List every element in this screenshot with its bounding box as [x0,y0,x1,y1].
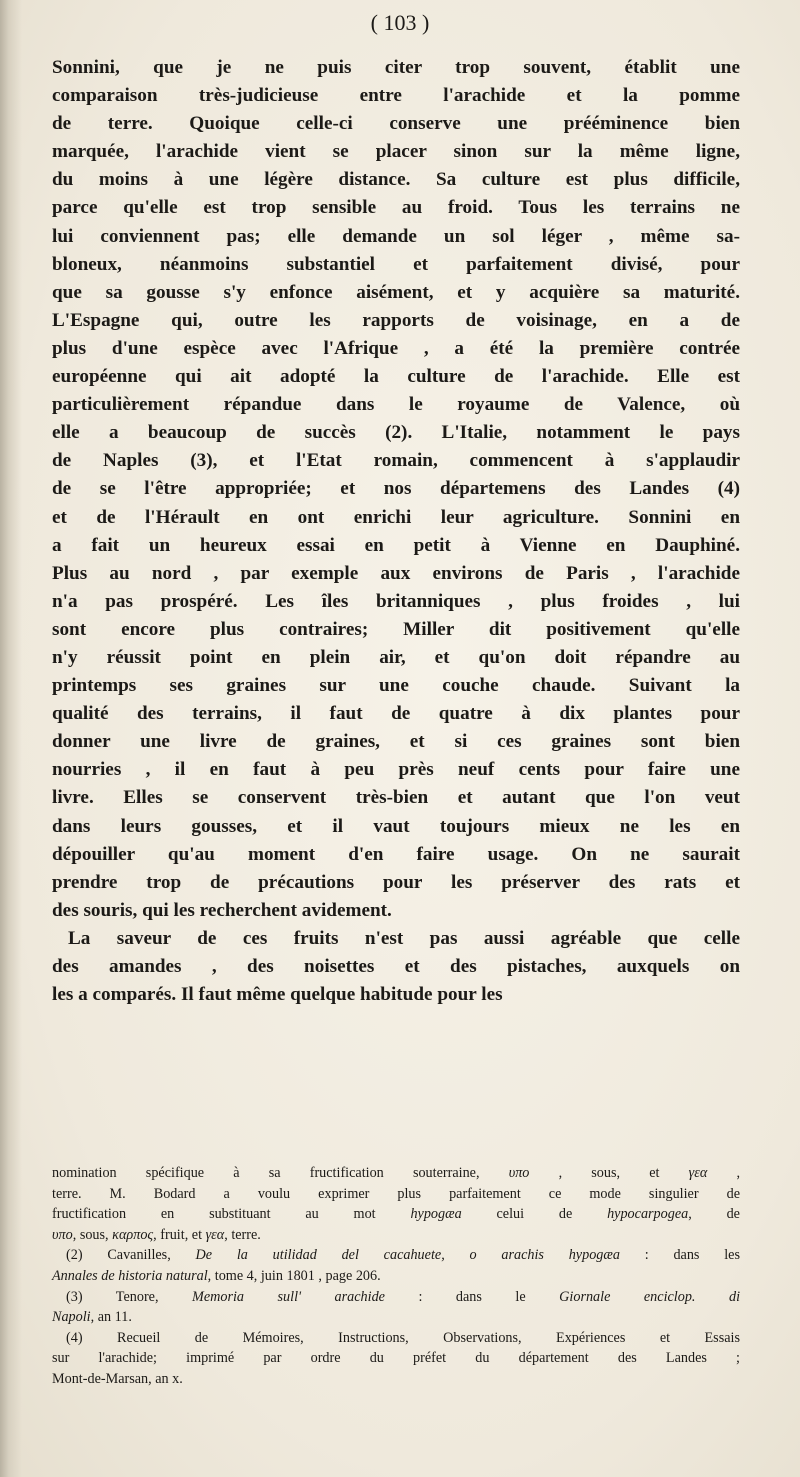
text-line: particulièrement répandue dans le royaume de Valence, où [52,394,740,416]
footnote-line: Annales de historia natural, tome 4, juin 1801 , page 206. [52,1267,381,1284]
footnote-line: Mont-de-Marsan, an x. [52,1370,183,1387]
text-line: nourries , il en faut à peu près neuf cents pour faire une [52,759,740,781]
text-line: de terre. Quoique celle-ci conserve une prééminence bien [52,113,740,135]
footnote-line: sur l'arachide; imprimé par ordre du préfet du département des Landes ; [52,1350,740,1367]
footnote-line: (2) Cavanilles, De la utilidad del cacahuete, o arachis hypogæa : dans les [66,1247,740,1264]
text-line: a fait un heureux essai en petit à Vienne en Dauphiné. [52,534,740,556]
text-line: La saveur de ces fruits n'est pas aussi agréable que celle [68,927,740,949]
footnote-line: terre. M. Bodard a voulu exprimer plus parfaitement ce mode singulier de [52,1185,740,1202]
page-binding-edge [0,0,22,1477]
footnote-line: nomination spécifique à sa fructification souterraine, υπο , sous, et γεα , [52,1165,741,1181]
text-line: des amandes , des noisettes et des pistaches, auxquels on [52,956,740,977]
main-text [52,54,740,1009]
text-line: dépouiller qu'au moment d'en faire usage. On ne saurait [52,843,740,865]
text-line: printemps ses graines sur une couche chaude. Suivant la [52,675,740,697]
text-line: lui conviennent pas; elle demande un sol léger , même sa- [52,225,740,247]
page-number: ( 103 ) [370,10,430,35]
footnote-line: Napoli, an 11. [52,1309,132,1326]
text-line: européenne qui ait adopté la culture de l'arachide. Elle est [52,366,740,388]
text-line: prendre trop de précautions pour les préserver des rats et [52,871,740,893]
text-line: n'y réussit point en plein air, et qu'on doit répandre au [52,646,740,668]
text-line: parce qu'elle est trop sensible au froid. Tous les terrains ne [52,197,740,219]
text-line: L'Espagne qui, outre les rapports de voisinage, en a de [52,309,740,331]
text-line: plus d'une espèce avec l'Afrique , a été la première contrée [52,337,740,359]
text-line: n'a pas prospéré. Les îles britanniques , plus froides , lui [52,590,740,612]
text-line: qualité des terrains, il faut de quatre à dix plantes pour [52,703,740,725]
text-line: bloneux, néanmoins substantiel et parfaitement divisé, pour [52,253,740,275]
footnote-line: (3) Tenore, Memoria sull' arachide : dans le Giornale enciclop. di [66,1288,741,1305]
text-line: livre. Elles se conservent très-bien et autant que l'on veut [52,787,740,809]
footnote-line: υπο, sous, καρπος, fruit, et γεα, terre. [52,1226,261,1243]
text-line: sont encore plus contraires; Miller dit positivement qu'elle [52,618,740,640]
text-line: du moins à une légère distance. Sa culture est plus difficile, [52,169,740,191]
footnotes [52,1163,740,1390]
text-line: Plus au nord , par exemple aux environs de Paris , l'arachide [52,562,740,584]
text-line: marquée, l'arachide vient se placer sinon sur la même ligne, [52,141,740,163]
text-line: de se l'être appropriée; et nos départemens des Landes (4) [52,478,740,500]
text-line: elle a beaucoup de succès (2). L'Italie, notamment le pays [52,422,740,444]
text-line: que sa gousse s'y enfonce aisément, et y acquière sa maturité. [52,281,740,303]
text-line: les a comparés. Il faut même quelque habitude pour les [52,984,503,1006]
footnote-line: fructification en substituant au mot hypogæa celui de hypocarpogea, de [52,1206,740,1223]
text-line: Sonnini, que je ne puis citer trop souvent, établit une [52,57,740,78]
text-line: donner une livre de graines, et si ces graines sont bien [52,731,740,753]
text-line: et de l'Hérault en ont enrichi leur agriculture. Sonnini en [52,506,740,528]
footnote-line: (4) Recueil de Mémoires, Instructions, Observations, Expériences et Essais [66,1329,740,1346]
text-line: des souris, qui les recherchent avidement. [52,899,392,921]
text-line: de Naples (3), et l'Etat romain, commencent à s'applaudir [52,450,740,472]
text-line: dans leurs gousses, et il vaut toujours mieux ne les en [52,815,740,837]
text-line: comparaison très-judicieuse entre l'arachide et la pomme [52,85,740,107]
